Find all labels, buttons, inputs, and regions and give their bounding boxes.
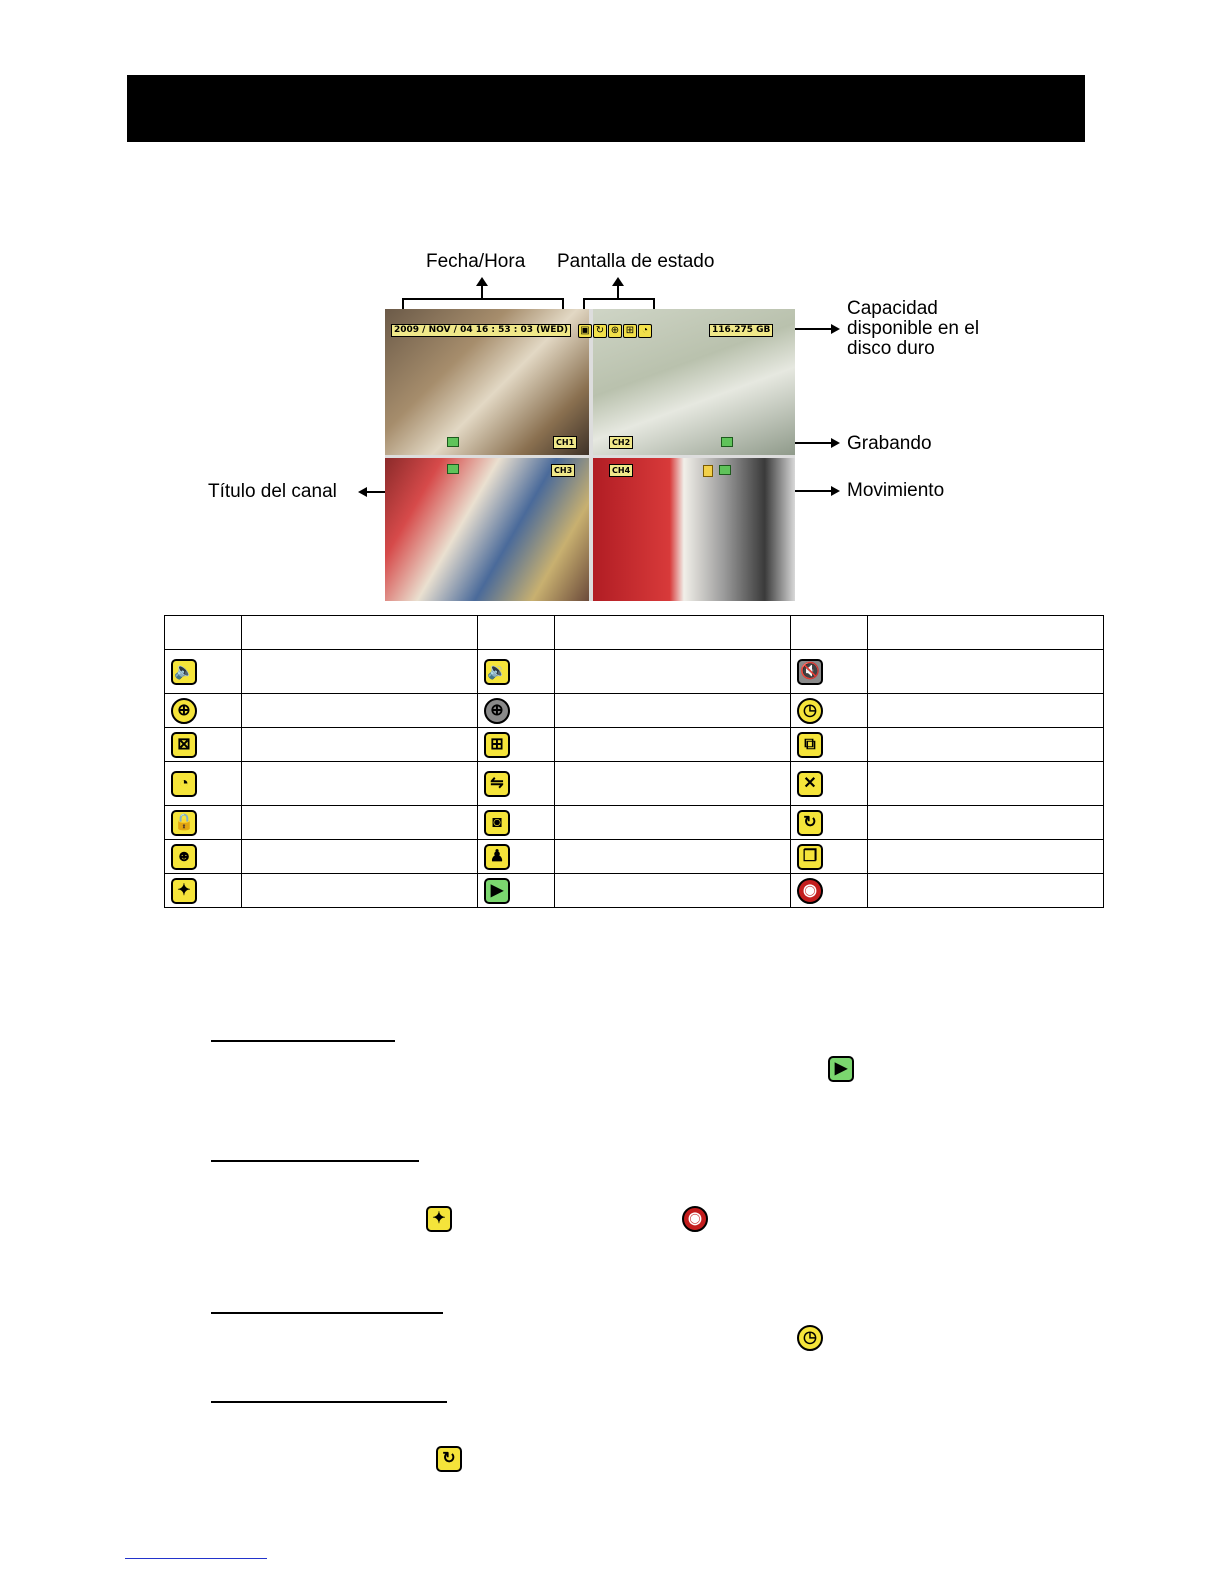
- usb-icon: ⇋: [484, 771, 510, 797]
- timer-icon: ◷: [797, 698, 823, 724]
- recording-arrow-icon: [831, 438, 840, 448]
- table-header-row: [165, 616, 1104, 650]
- channel-title-ch4: CH4: [609, 464, 633, 477]
- user-icon: ♟: [484, 844, 510, 870]
- timer-icon: ◷: [797, 1325, 823, 1351]
- motion-icon: ✦: [171, 878, 197, 904]
- speaker-mute-icon: 🔇: [797, 659, 823, 685]
- footer-link-underline: [125, 1558, 267, 1559]
- table-row: [165, 874, 1104, 908]
- zoom-off-icon: ⊕: [484, 698, 510, 724]
- mouse-icon: ◔: [171, 771, 197, 797]
- zoom-in-icon: ⊕: [171, 698, 197, 724]
- channel-title-arrow-icon: [358, 487, 367, 497]
- speaker-icon: 🔈: [171, 659, 197, 685]
- recording-icon: [719, 465, 731, 475]
- osd-hdd-capacity: 116.275 GB: [709, 324, 773, 337]
- sequence-icon: ↻: [436, 1446, 462, 1472]
- speaker-on-icon: 🔉: [484, 659, 510, 685]
- network-icon: ⊞: [623, 324, 637, 338]
- channel-title-ch1: CH1: [553, 436, 577, 449]
- hdd-capacity-label-2: disponible en el: [847, 318, 980, 339]
- recording-icon: [721, 437, 733, 447]
- network-disconnected-icon: ⊠: [171, 732, 197, 758]
- osd-date-time: 2009 / NOV / 04 16 : 53 : 03 (WED): [391, 324, 571, 337]
- alarm-icon: ◉: [682, 1206, 708, 1232]
- channel-title-ch3: CH3: [551, 464, 575, 477]
- usb-disconnected-icon: ✕: [797, 771, 823, 797]
- table-row: [165, 806, 1104, 840]
- table-row: [165, 650, 1104, 694]
- table-row: [165, 762, 1104, 806]
- section-heading-underline-2: [211, 1160, 419, 1162]
- motion-label: Movimiento: [847, 480, 945, 501]
- network-lan-icon: ⧉: [797, 732, 823, 758]
- camera-view-ch3: [385, 458, 589, 601]
- chapter-header-bar: [127, 75, 1085, 142]
- motion-icon: ✦: [426, 1206, 452, 1232]
- remote-user-icon: ☻: [171, 844, 197, 870]
- section-heading-underline-1: [211, 1040, 395, 1042]
- sequence-icon: ↻: [797, 810, 823, 836]
- alarm-icon: ◉: [797, 878, 823, 904]
- zoom-icon: ⊕: [608, 324, 622, 338]
- table-row: [165, 840, 1104, 874]
- icon-legend-table: [164, 615, 1104, 908]
- motion-icon: [703, 465, 713, 477]
- ptz-dome-icon: ◙: [484, 810, 510, 836]
- mouse-icon: ◔: [638, 324, 652, 338]
- date-time-label: Fecha/Hora: [426, 251, 526, 272]
- lock-icon: ▣: [578, 324, 592, 338]
- table-row: [165, 728, 1104, 762]
- section-heading-underline-4: [211, 1401, 447, 1403]
- recording-icon: ▶: [828, 1056, 854, 1082]
- recording-icon: [447, 464, 459, 474]
- recording-icon: [447, 437, 459, 447]
- osd-status-icons: [578, 324, 652, 338]
- overwrite-icon: ❐: [797, 844, 823, 870]
- recording-icon: ▶: [484, 878, 510, 904]
- status-display-label: Pantalla de estado: [557, 251, 715, 272]
- dvr-live-view-screenshot: [385, 309, 795, 601]
- table-row: [165, 694, 1104, 728]
- channel-title-ch2: CH2: [609, 436, 633, 449]
- hdd-capacity-label-3: disco duro: [847, 338, 935, 359]
- hdd-capacity-label-1: Capacidad: [847, 298, 938, 319]
- sequence-icon: ↻: [593, 324, 607, 338]
- channel-title-label: Título del canal: [208, 481, 337, 502]
- motion-arrow-icon: [831, 486, 840, 496]
- camera-view-ch4: [593, 458, 795, 601]
- hdd-arrow-icon: [831, 324, 840, 334]
- section-heading-underline-3: [211, 1312, 443, 1314]
- recording-label: Grabando: [847, 433, 932, 454]
- key-lock-icon: 🔒: [171, 810, 197, 836]
- network-connected-icon: ⊞: [484, 732, 510, 758]
